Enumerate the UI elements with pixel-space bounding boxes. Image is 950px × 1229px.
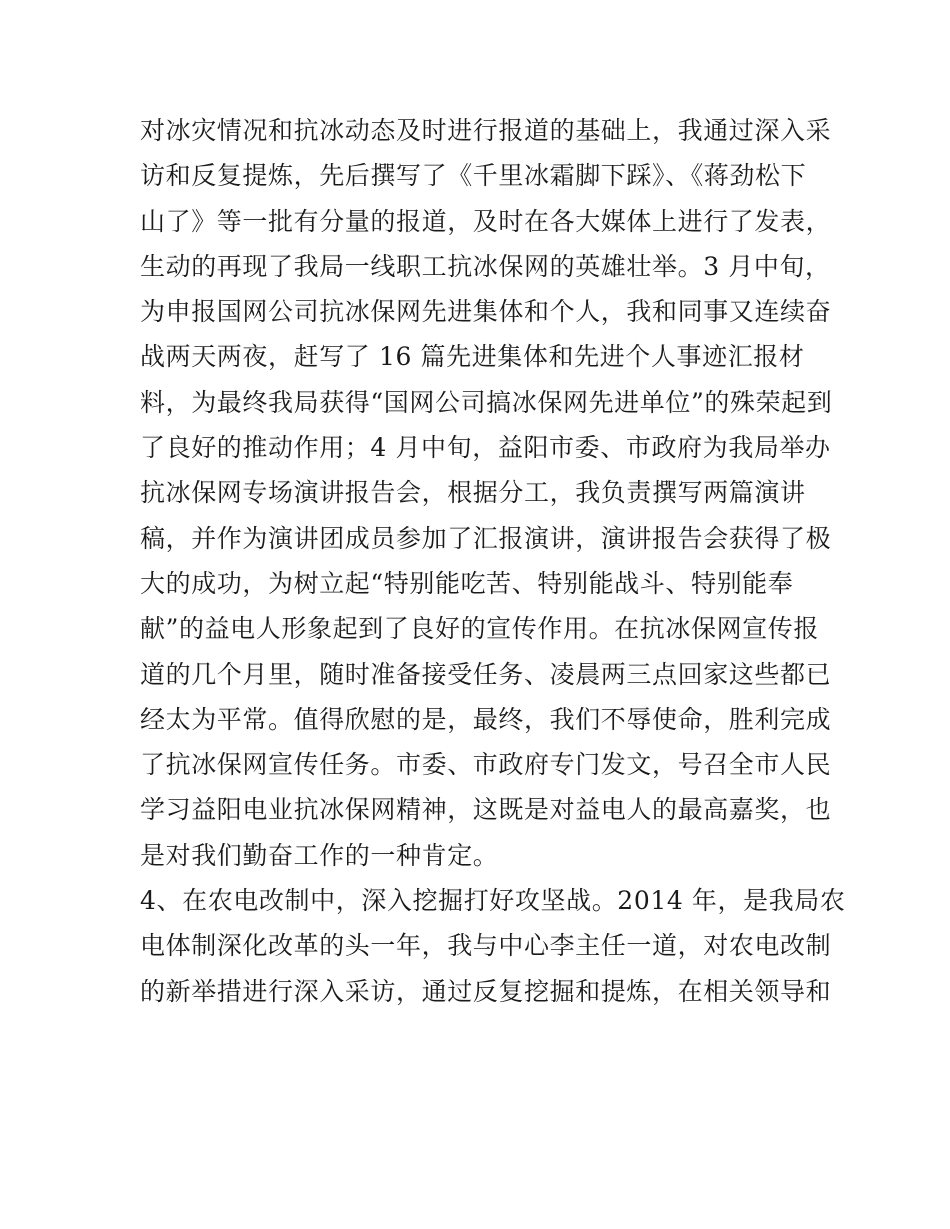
text-line: 了良好的推动作用；4 月中旬，益阳市委、市政府为我局举办 (140, 433, 831, 463)
text-line: 生动的再现了我局一线职工抗冰保网的英雄壮举。3 月中旬， (140, 251, 831, 281)
text-line: 为申报国网公司抗冰保网先进集体和个人，我和同事又连续奋 (140, 297, 832, 327)
text-line: 大的成功，为树立起“特别能吃苦、特别能战斗、特别能奉 (140, 568, 794, 598)
text-line: 是对我们勤奋工作的一种肯定。 (140, 840, 499, 870)
body-text (140, 108, 846, 1014)
text-line: 电体制深化改革的头一年，我与中心李主任一道，对农电改制 (140, 931, 832, 961)
text-line: 了抗冰保网宣传任务。市委、市政府专门发文，号召全市人民 (140, 750, 832, 780)
text-line: 道的几个月里，随时准备接受任务、凌晨两三点回家这些都已 (140, 659, 832, 689)
section-heading-line: 4、在农电改制中，深入挖掘打好攻坚战。2014 年，是我局农 (140, 886, 846, 916)
text-line: 稿，并作为演讲团成员参加了汇报演讲，演讲报告会获得了极 (140, 523, 832, 553)
text-line: 学习益阳电业抗冰保网精神，这既是对益电人的最高嘉奖，也 (140, 795, 832, 825)
text-line: 山了》等一批有分量的报道，及时在各大媒体上进行了发表， (140, 206, 832, 236)
text-line: 料，为最终我局获得“国网公司搞冰保网先进单位”的殊荣起到 (140, 387, 833, 417)
text-line: 的新举措进行深入采访，通过反复挖掘和提炼，在相关领导和 (140, 976, 832, 1006)
text-line: 经太为平常。值得欣慰的是，最终，我们不辱使命，胜利完成 (140, 704, 832, 734)
text-line: 对冰灾情况和抗冰动态及时进行报道的基础上，我通过深入采 (140, 116, 832, 145)
text-line: 战两天两夜，赶写了 16 篇先进集体和先进个人事迹汇报材 (140, 342, 805, 372)
text-line: 访和反复提炼，先后撰写了《千里冰霜脚下踩》、《蒋劲松下 (140, 161, 807, 191)
text-line: 抗冰保网专场演讲报告会，根据分工，我负责撰写两篇演讲 (140, 478, 806, 508)
text-line: 献”的益电人形象起到了良好的宣传作用。在抗冰保网宣传报 (140, 614, 819, 644)
